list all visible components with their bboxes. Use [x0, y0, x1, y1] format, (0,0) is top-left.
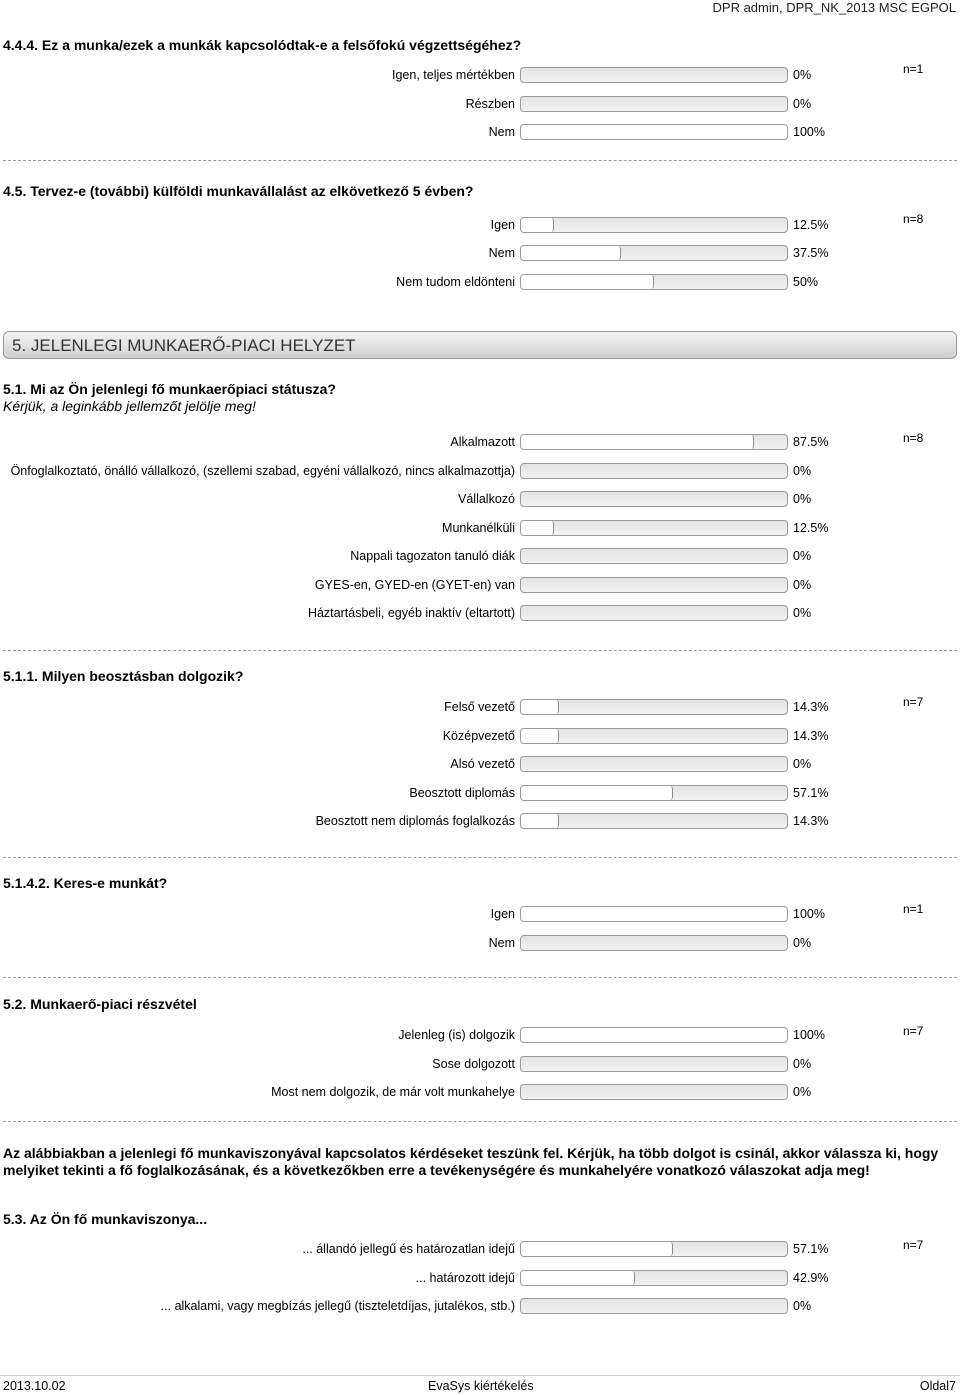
- section-title: 5. JELENLEGI MUNKAERŐ-PIACI HELYZET: [12, 336, 356, 355]
- section-banner: [3, 331, 957, 359]
- answer-label: Nem: [488, 125, 515, 139]
- n-count: n=8: [903, 431, 924, 445]
- answer-row: [0, 124, 960, 142]
- footer-date: 2013.10.02: [3, 1379, 66, 1393]
- percentage-bar: [520, 274, 788, 290]
- answer-row: [0, 785, 960, 803]
- intro-paragraph: Az alábbiakban a jelenlegi fő munkaviszonyával kapcsolatos kérdéseket teszünk fel. Kérjük, ha több dolgot is csinál, akkor válassza ki, hogy melyiket tekinti a fő foglalkozásának, és a következőkben erre a tevékenységére és munkahelyére vonatkozó válaszokat adja meg!: [3, 1145, 939, 1178]
- answer-row: [0, 1270, 960, 1288]
- answer-row: [0, 728, 960, 746]
- percentage-bar: [520, 124, 788, 140]
- answer-row: [0, 491, 960, 509]
- bar-fill: [521, 1242, 673, 1256]
- percentage-bar: [520, 1298, 788, 1314]
- answer-row: [0, 577, 960, 595]
- percentage-value: 57.1%: [793, 1242, 829, 1256]
- percentage-value: 0%: [793, 97, 812, 111]
- question-subtitle: Kérjük, a leginkább jellemzőt jelölje meg!: [3, 398, 256, 414]
- answer-row: [0, 605, 960, 623]
- separator: [3, 857, 957, 858]
- bar-fill: [521, 246, 621, 260]
- answer-row: [0, 1056, 960, 1074]
- answer-label: Beosztott nem diplomás foglalkozás: [315, 814, 515, 828]
- percentage-bar: [520, 96, 788, 112]
- answer-row: [0, 434, 960, 452]
- percentage-value: 42.9%: [793, 1271, 829, 1285]
- bar-fill: [521, 1028, 787, 1042]
- question-title: 5.2. Munkaerő-piaci részvétel: [3, 996, 197, 1012]
- answer-label: Önfoglalkoztató, önálló vállalkozó, (szellemi szabad, egyéni vállalkozó, nincs alkalmazottja): [10, 464, 515, 478]
- separator: [3, 977, 957, 978]
- separator: [3, 160, 957, 161]
- percentage-bar: [520, 463, 788, 479]
- percentage-bar: [520, 1027, 788, 1043]
- separator: [3, 1121, 957, 1122]
- answer-label: ... határozott idejű: [415, 1271, 515, 1285]
- bar-fill: [521, 907, 787, 921]
- percentage-bar: [520, 756, 788, 772]
- percentage-bar: [520, 491, 788, 507]
- percentage-value: 0%: [793, 606, 812, 620]
- answer-label: Felső vezető: [444, 700, 515, 714]
- answer-row: [0, 906, 960, 924]
- percentage-bar: [520, 217, 788, 233]
- percentage-value: 0%: [793, 1299, 812, 1313]
- n-count: n=7: [903, 695, 924, 709]
- question-title: 5.1.4.2. Keres-e munkát?: [3, 875, 168, 891]
- separator: [3, 650, 957, 651]
- percentage-bar: [520, 1084, 788, 1100]
- percentage-bar: [520, 785, 788, 801]
- bar-fill: [521, 125, 787, 139]
- bar-fill: [521, 786, 673, 800]
- n-count: n=7: [903, 1024, 924, 1038]
- answer-label: Igen: [490, 218, 515, 232]
- footer-title: EvaSys kiértékelés: [428, 1379, 534, 1393]
- percentage-value: 37.5%: [793, 246, 829, 260]
- footer-divider: [0, 1375, 960, 1376]
- bar-fill: [521, 700, 559, 714]
- answer-label: Középvezető: [442, 729, 515, 743]
- answer-row: [0, 548, 960, 566]
- percentage-value: 14.3%: [793, 729, 829, 743]
- percentage-bar: [520, 906, 788, 922]
- answer-row: [0, 520, 960, 538]
- bar-fill: [521, 814, 559, 828]
- answer-row: [0, 935, 960, 953]
- percentage-value: 100%: [793, 1028, 825, 1042]
- percentage-value: 0%: [793, 1057, 812, 1071]
- answer-row: [0, 96, 960, 114]
- percentage-bar: [520, 1270, 788, 1286]
- n-count: n=1: [903, 902, 924, 916]
- bar-fill: [521, 1271, 635, 1285]
- question-title: 4.4.4. Ez a munka/ezek a munkák kapcsolódtak-e a felsőfokú végzettségéhez?: [3, 37, 522, 53]
- n-count: n=1: [903, 62, 924, 76]
- bar-fill: [521, 521, 554, 535]
- bar-fill: [521, 435, 754, 449]
- percentage-bar: [520, 728, 788, 744]
- answer-label: Beosztott diplomás: [409, 786, 515, 800]
- answer-label: Igen: [490, 907, 515, 921]
- percentage-value: 0%: [793, 68, 812, 82]
- answer-row: [0, 274, 960, 292]
- answer-row: [0, 699, 960, 717]
- answer-label: Nem: [488, 936, 515, 950]
- answer-row: [0, 756, 960, 774]
- n-count: n=8: [903, 212, 924, 226]
- percentage-bar: [520, 605, 788, 621]
- percentage-value: 0%: [793, 464, 812, 478]
- answer-label: Most nem dolgozik, de már volt munkahelye: [271, 1085, 515, 1099]
- answer-label: Nappali tagozaton tanuló diák: [350, 549, 515, 563]
- answer-row: [0, 217, 960, 235]
- percentage-bar: [520, 935, 788, 951]
- bar-fill: [521, 275, 654, 289]
- percentage-bar: [520, 67, 788, 83]
- percentage-value: 0%: [793, 578, 812, 592]
- percentage-bar: [520, 520, 788, 536]
- answer-row: [0, 1084, 960, 1102]
- percentage-bar: [520, 577, 788, 593]
- answer-label: Munkanélküli: [442, 521, 515, 535]
- answer-row: [0, 463, 960, 481]
- question-title: 5.1. Mi az Ön jelenlegi fő munkaerőpiaci státusza?: [3, 381, 336, 397]
- answer-row: [0, 813, 960, 831]
- answer-label: Alsó vezető: [450, 757, 515, 771]
- answer-label: Nem tudom eldönteni: [396, 275, 515, 289]
- percentage-value: 0%: [793, 492, 812, 506]
- bar-fill: [521, 729, 559, 743]
- percentage-value: 14.3%: [793, 814, 829, 828]
- answer-row: [0, 1241, 960, 1259]
- answer-row: [0, 1298, 960, 1316]
- answer-label: ... alkalami, vagy megbízás jellegű (tiszteletdíjas, jutalékos, stb.): [160, 1299, 515, 1313]
- percentage-bar: [520, 699, 788, 715]
- percentage-value: 0%: [793, 549, 812, 563]
- percentage-bar: [520, 434, 788, 450]
- answer-label: Vállalkozó: [458, 492, 515, 506]
- answer-label: Jelenleg (is) dolgozik: [398, 1028, 515, 1042]
- answer-row: [0, 1027, 960, 1045]
- percentage-value: 87.5%: [793, 435, 829, 449]
- percentage-value: 0%: [793, 936, 812, 950]
- bar-fill: [521, 218, 554, 232]
- answer-label: Sose dolgozott: [432, 1057, 515, 1071]
- percentage-value: 12.5%: [793, 218, 829, 232]
- percentage-bar: [520, 1056, 788, 1072]
- question-title: 5.1.1. Milyen beosztásban dolgozik?: [3, 668, 244, 684]
- percentage-value: 14.3%: [793, 700, 829, 714]
- question-title: 5.3. Az Ön fő munkaviszonya...: [3, 1211, 208, 1227]
- percentage-value: 57.1%: [793, 786, 829, 800]
- percentage-bar: [520, 813, 788, 829]
- percentage-value: 0%: [793, 1085, 812, 1099]
- percentage-bar: [520, 548, 788, 564]
- answer-label: Nem: [488, 246, 515, 260]
- percentage-bar: [520, 245, 788, 261]
- n-count: n=7: [903, 1238, 924, 1252]
- percentage-bar: [520, 1241, 788, 1257]
- question-title: 4.5. Tervez-e (további) külföldi munkavállalást az elkövetkező 5 évben?: [3, 183, 474, 199]
- percentage-value: 100%: [793, 125, 825, 139]
- percentage-value: 12.5%: [793, 521, 829, 535]
- answer-label: ... állandó jellegű és határozatlan idejű: [302, 1242, 515, 1256]
- percentage-value: 100%: [793, 907, 825, 921]
- answer-row: [0, 67, 960, 85]
- percentage-value: 50%: [793, 275, 819, 289]
- answer-label: Háztartásbeli, egyéb inaktív (eltartott): [307, 606, 515, 620]
- answer-label: Alkalmazott: [450, 435, 515, 449]
- footer-page: Oldal7: [919, 1379, 956, 1393]
- answer-label: GYES-en, GYED-en (GYET-en) van: [314, 578, 515, 592]
- answer-label: Részben: [465, 97, 515, 111]
- answer-label: Igen, teljes mértékben: [392, 68, 515, 82]
- answer-row: [0, 245, 960, 263]
- percentage-value: 0%: [793, 757, 812, 771]
- header-info: DPR admin, DPR_NK_2013 MSC EGPOL: [712, 0, 956, 15]
